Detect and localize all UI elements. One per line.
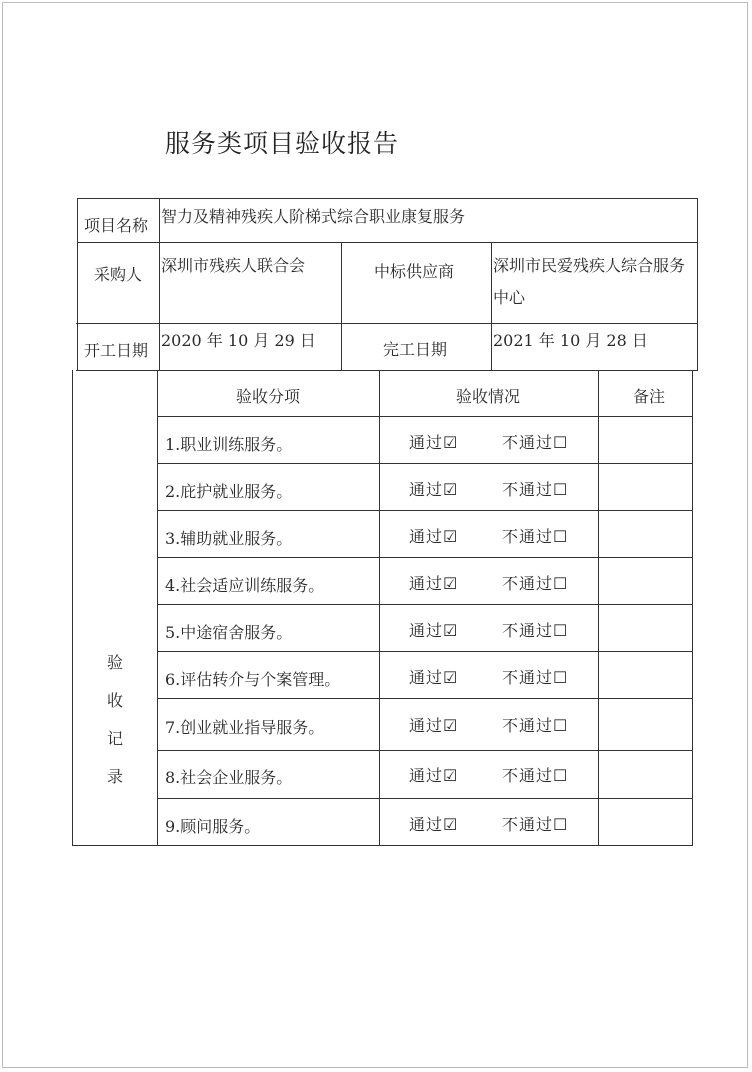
table-rule (77, 198, 698, 199)
fail-checkbox[interactable]: 不通过☐ (502, 766, 569, 785)
supplier-label: 中标供应商 (374, 262, 455, 281)
table-rule (76, 323, 698, 324)
pass-checkbox[interactable]: 通过☑ (409, 480, 459, 499)
supplier-value: 深圳市民爱残疾人综合服务中心 (493, 256, 686, 307)
pass-checkbox[interactable]: 通过☑ (409, 716, 459, 735)
fail-checkbox[interactable]: 不通过☐ (502, 668, 569, 687)
table-rule (77, 198, 78, 371)
table-rule (158, 604, 693, 605)
row-item: 3.辅助就业服务。 (165, 529, 293, 548)
end-date-label: 完工日期 (383, 340, 448, 359)
table-rule (491, 242, 492, 371)
fail-checkbox[interactable]: 不通过☐ (502, 621, 569, 640)
table-rule (158, 651, 693, 652)
header-item: 验收分项 (236, 387, 301, 406)
pass-checkbox[interactable]: 通过☑ (409, 527, 459, 546)
row-item: 4.社会适应训练服务。 (165, 576, 325, 595)
table-rule (77, 242, 698, 243)
table-rule (72, 370, 73, 846)
pass-checkbox[interactable]: 通过☑ (409, 621, 459, 640)
table-rule (341, 242, 342, 371)
header-status: 验收情况 (456, 387, 521, 406)
table-rule (158, 750, 693, 751)
row-item: 2.庇护就业服务。 (165, 482, 293, 501)
page-title: 服务类项目验收报告 (165, 129, 400, 158)
record-side-char: 录 (107, 767, 124, 786)
pass-checkbox[interactable]: 通过☑ (409, 668, 459, 687)
purchaser-value: 深圳市残疾人联合会 (161, 256, 306, 275)
table-rule (692, 370, 693, 846)
table-rule (158, 798, 693, 799)
row-item: 5.中途宿舍服务。 (165, 623, 293, 642)
purchaser-label: 采购人 (94, 265, 143, 284)
table-rule (158, 510, 693, 511)
page-border (2, 2, 748, 1068)
fail-checkbox[interactable]: 不通过☐ (502, 433, 569, 452)
record-side-char: 收 (107, 691, 124, 710)
project-name-value: 智力及精神残疾人阶梯式综合职业康复服务 (161, 207, 466, 226)
table-rule (158, 416, 693, 417)
pass-checkbox[interactable]: 通过☑ (409, 433, 459, 452)
fail-checkbox[interactable]: 不通过☐ (502, 815, 569, 834)
row-item: 8.社会企业服务。 (165, 768, 293, 787)
record-side-char: 验 (107, 653, 124, 672)
start-date-value: 2020 年 10 月 29 日 (161, 331, 316, 350)
row-item: 6.评估转介与个案管理。 (165, 670, 341, 689)
row-item: 1.职业训练服务。 (165, 435, 293, 454)
table-rule (158, 557, 693, 558)
fail-checkbox[interactable]: 不通过☐ (502, 527, 569, 546)
pass-checkbox[interactable]: 通过☑ (409, 574, 459, 593)
table-rule (76, 370, 698, 371)
row-item: 7.创业就业指导服务。 (165, 718, 325, 737)
table-rule (158, 463, 693, 464)
table-rule (697, 198, 698, 371)
fail-checkbox[interactable]: 不通过☐ (502, 480, 569, 499)
table-rule (158, 698, 693, 699)
table-rule (379, 370, 380, 846)
fail-checkbox[interactable]: 不通过☐ (502, 716, 569, 735)
fail-checkbox[interactable]: 不通过☐ (502, 574, 569, 593)
row-item: 9.顾问服务。 (165, 817, 261, 836)
table-rule (72, 845, 693, 846)
end-date-value: 2021 年 10 月 28 日 (493, 331, 648, 350)
pass-checkbox[interactable]: 通过☑ (409, 815, 459, 834)
header-note: 备注 (633, 387, 666, 406)
table-rule (598, 370, 599, 846)
table-rule (159, 198, 160, 371)
project-name-label: 项目名称 (84, 216, 149, 235)
start-date-label: 开工日期 (84, 341, 149, 360)
pass-checkbox[interactable]: 通过☑ (409, 766, 459, 785)
record-side-char: 记 (107, 729, 124, 748)
table-rule (157, 370, 158, 846)
